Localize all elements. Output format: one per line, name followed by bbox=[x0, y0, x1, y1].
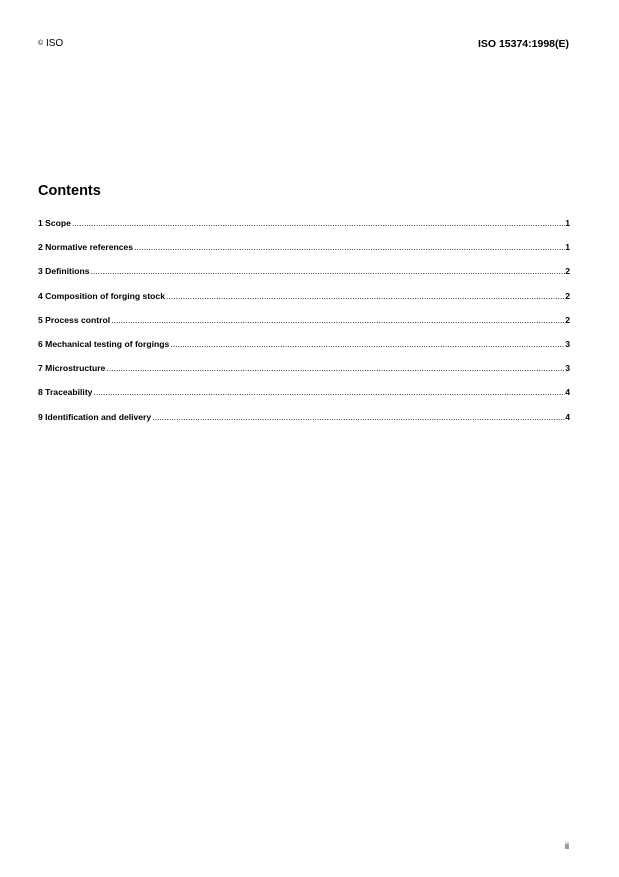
toc-entry-text: 1 Scope bbox=[38, 218, 71, 228]
toc-entry-scope[interactable] bbox=[38, 218, 570, 242]
toc-entry-page: 4 bbox=[565, 387, 570, 398]
toc-entry-page: 4 bbox=[565, 411, 570, 422]
table-of-contents bbox=[38, 218, 570, 436]
toc-entry-text: 5 Process control bbox=[38, 314, 111, 325]
header-copyright bbox=[38, 38, 63, 49]
toc-entry-normative-references[interactable] bbox=[38, 242, 570, 266]
toc-entry-page: 2 bbox=[565, 314, 570, 325]
toc-entry-text: 9 Identification and delivery bbox=[38, 411, 152, 422]
copyright-symbol: © bbox=[38, 40, 44, 47]
toc-entry-page: 2 bbox=[565, 266, 570, 277]
toc-entry-identification-delivery[interactable] bbox=[38, 412, 570, 436]
toc-entry-text: 7 Microstructure bbox=[38, 363, 106, 374]
toc-entry-text: 2 Normative references bbox=[38, 242, 134, 253]
contents-title: Contents bbox=[38, 183, 101, 199]
toc-leader-dots bbox=[166, 291, 565, 301]
header-organization: ISO bbox=[45, 38, 64, 49]
toc-entry-text: 3 Definitions bbox=[38, 266, 90, 277]
toc-entry-process-control[interactable] bbox=[38, 315, 570, 339]
toc-entry-page: 3 bbox=[565, 363, 570, 374]
toc-entry-composition[interactable] bbox=[38, 291, 570, 315]
toc-leader-dots bbox=[152, 412, 565, 422]
toc-entry-page: 1 bbox=[565, 218, 570, 228]
toc-entry-text: 4 Composition of forging stock bbox=[38, 290, 165, 301]
toc-leader-dots bbox=[134, 242, 565, 252]
toc-leader-dots bbox=[72, 218, 565, 228]
toc-leader-dots bbox=[111, 315, 565, 325]
toc-entry-page: 3 bbox=[565, 338, 570, 349]
toc-entry-text: 8 Traceability bbox=[38, 387, 93, 398]
toc-entry-traceability[interactable] bbox=[38, 387, 570, 411]
toc-entry-mechanical-testing[interactable] bbox=[38, 339, 570, 363]
toc-entry-text: 6 Mechanical testing of forgings bbox=[38, 338, 170, 349]
toc-entry-definitions[interactable] bbox=[38, 266, 570, 290]
toc-leader-dots bbox=[170, 339, 565, 349]
toc-leader-dots bbox=[91, 266, 566, 276]
toc-leader-dots bbox=[106, 363, 565, 373]
toc-entry-page: 1 bbox=[565, 242, 570, 253]
footer-page-number: ii bbox=[565, 841, 569, 851]
header-standard-number: ISO 15374:1998(E) bbox=[477, 38, 569, 50]
toc-entry-microstructure[interactable] bbox=[38, 363, 570, 387]
toc-entry-page: 2 bbox=[565, 290, 570, 301]
toc-leader-dots bbox=[93, 387, 565, 397]
